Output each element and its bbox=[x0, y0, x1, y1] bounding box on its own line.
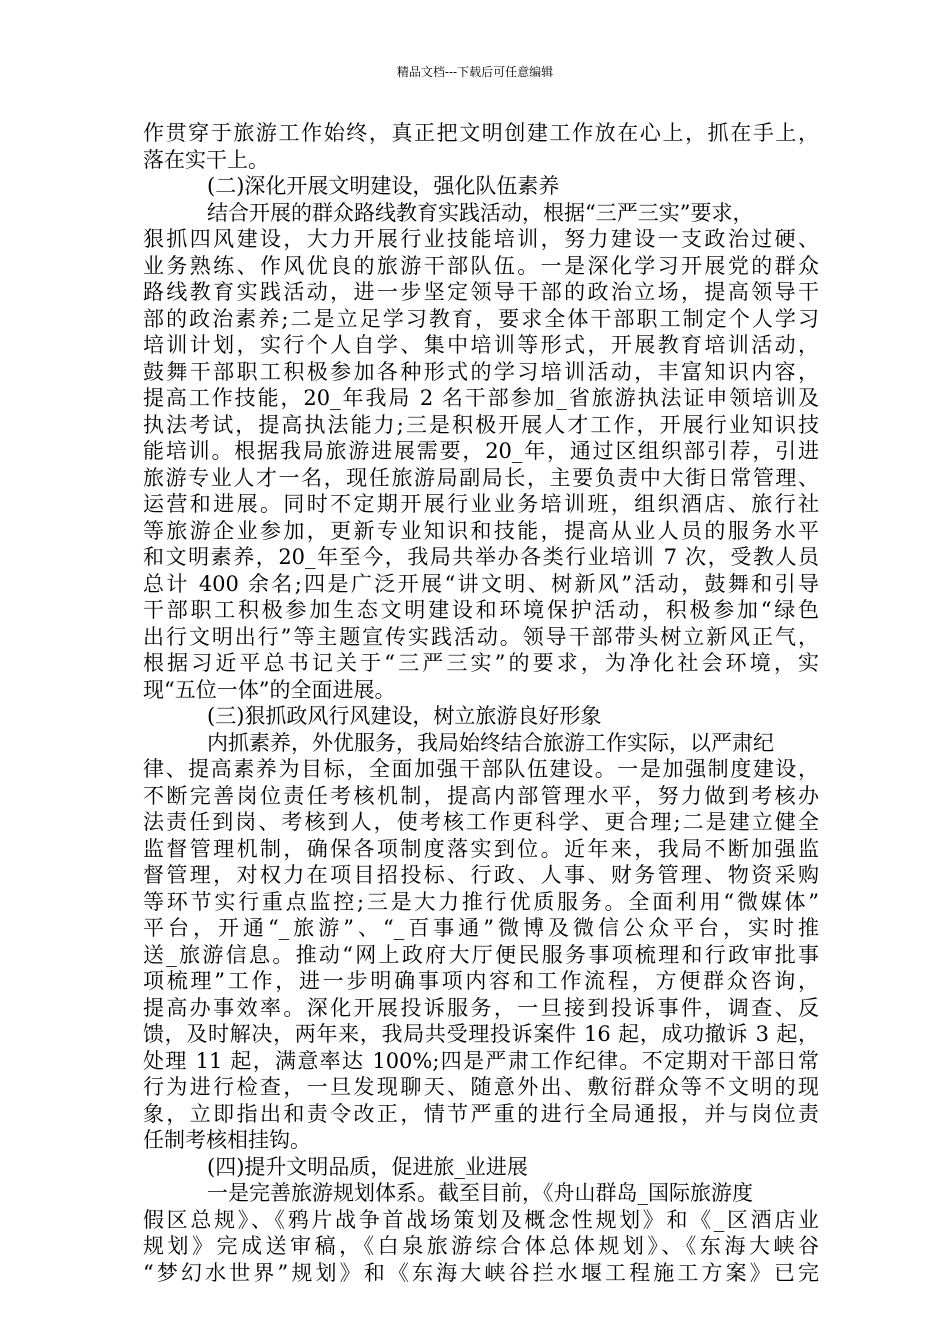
text-line: 现“五位一体”的全面进展。 bbox=[143, 677, 396, 702]
text-line: 象，立即指出和责令改正，情节严重的进行全局通报，并与岗位责 bbox=[143, 1101, 819, 1126]
paragraph-first-line: 内抓素养，外优服务，我局始终结合旅游工作实际，以严肃纪 bbox=[207, 730, 774, 755]
section-heading: (三)狠抓政风行风建设，树立旅游良好形象 bbox=[207, 704, 602, 728]
section-heading: (四)提升文明品质，促进旅_业进展 bbox=[207, 1154, 528, 1179]
text-line: 提高办事效率。深化开展投诉服务，一旦接到投诉事件，调查、反 bbox=[143, 995, 819, 1020]
text-line: 规划》完成送审稿，《白泉旅游综合体总体规划》、《东海大峡谷 bbox=[143, 1234, 819, 1258]
text-line: 任制考核相挂钩。 bbox=[143, 1128, 311, 1152]
text-line: 根据习近平总书记关于“三严三实”的要求，为净化社会环境，实 bbox=[143, 651, 819, 675]
text-line: 行为进行检查，一旦发现聊天、随意外出、敷衍群众等不文明的现 bbox=[143, 1075, 819, 1099]
text-line: 假区总规》、《鸦片战争首战场策划及概念性规划》和《_区酒店业 bbox=[143, 1207, 819, 1232]
text-line: 监督管理机制，确保各项制度落实到位。近年来，我局不断加强监 bbox=[143, 836, 819, 861]
text-line: “梦幻水世界”规划》和《东海大峡谷拦水堰工程施工方案》已完 bbox=[143, 1260, 819, 1285]
text-line: 部的政治素养;二是立足学习教育，要求全体干部职工制定个人学习 bbox=[143, 306, 819, 331]
text-line: 等旅游企业参加，更新专业知识和技能，提高从业人员的服务水平 bbox=[143, 518, 819, 543]
text-line: 不断完善岗位责任考核机制，提高内部管理水平，努力做到考核办 bbox=[143, 783, 819, 808]
text-line: 鼓舞干部职工积极参加各种形式的学习培训活动，丰富知识内容， bbox=[143, 359, 819, 384]
text-line: 干部职工积极参加生态文明建设和环境保护活动，积极参加“绿色 bbox=[143, 598, 819, 622]
text-line: 运营和进展。同时不定期开展行业业务培训班，组织酒店、旅行社 bbox=[143, 492, 819, 516]
text-line: 业务熟练、作风优良的旅游干部队伍。一是深化学习开展党的群众 bbox=[143, 253, 819, 278]
text-line: 培训计划，实行个人自学、集中培训等形式，开展教育培训活动， bbox=[143, 333, 819, 357]
text-line: 和文明素养，20_年至今，我局共举办各类行业培训 7 次，受教人员 bbox=[143, 545, 819, 569]
text-line: 法责任到岗、考核到人，使考核工作更科学、更合理;二是建立健全 bbox=[143, 810, 819, 834]
section-heading: (二)深化开展文明建设，强化队伍素养 bbox=[207, 174, 560, 198]
text-line: 馈，及时解决，两年来，我局共受理投诉案件 16 起，成功撤诉 3 起， bbox=[143, 1022, 819, 1046]
text-line: 等环节实行重点监控;三是大力推行优质服务。全面利用“微媒体” bbox=[143, 889, 819, 914]
text-line: 平台，开通“_旅游”、“_百事通”微博及微信公众平台，实时推 bbox=[143, 916, 819, 940]
text-line: 执法考试，提高执法能力;三是积极开展人才工作，开展行业知识技 bbox=[143, 412, 819, 437]
text-line: 项梳理”工作，进一步明确事项内容和工作流程，方便群众咨询， bbox=[143, 969, 819, 993]
page-header: 精品文档---下载后可任意编辑 bbox=[396, 65, 554, 79]
text-line: 能培训。根据我局旅游进展需要，20_年，通过区组织部引荐，引进 bbox=[143, 439, 819, 463]
text-line: 路线教育实践活动，进一步坚定领导干部的政治立场，提高领导干 bbox=[143, 280, 819, 304]
paragraph-first-line: 结合开展的群众路线教育实践活动，根据“三严三实”要求， bbox=[207, 200, 754, 225]
text-line: 律、提高素养为目标，全面加强干部队伍建设。一是加强制度建设， bbox=[143, 757, 819, 781]
paragraph-first-line: 一是完善旅游规划体系。截至目前，《舟山群岛_国际旅游度 bbox=[207, 1181, 753, 1205]
text-line: 总计 400 余名;四是广泛开展“讲文明、树新风”活动，鼓舞和引导 bbox=[143, 571, 819, 596]
text-line: 提高工作技能，20_年我局 2 名干部参加_省旅游执法证申领培训及 bbox=[143, 386, 819, 410]
text-line: 出行文明出行”等主题宣传实践活动。领导干部带头树立新风正气， bbox=[143, 624, 819, 649]
text-line: 作贯穿于旅游工作始终，真正把文明创建工作放在心上，抓在手上， bbox=[143, 121, 819, 145]
text-line: 督管理，对权力在项目招投标、行政、人事、财务管理、物资采购 bbox=[143, 863, 819, 887]
text-line: 狠抓四风建设，大力开展行业技能培训，努力建设一支政治过硬、 bbox=[143, 227, 819, 251]
text-line: 落在实干上。 bbox=[143, 147, 269, 172]
text-line: 旅游专业人才一名，现任旅游局副局长，主要负责中大街日常管理、 bbox=[143, 465, 819, 490]
text-line: 处理 11 起，满意率达 100%;四是严肃工作纪律。不定期对干部日常 bbox=[143, 1048, 819, 1073]
document-body bbox=[143, 120, 819, 1286]
text-line: 送_旅游信息。推动“网上政府大厅便民服务事项梳理和行政审批事 bbox=[143, 942, 819, 967]
